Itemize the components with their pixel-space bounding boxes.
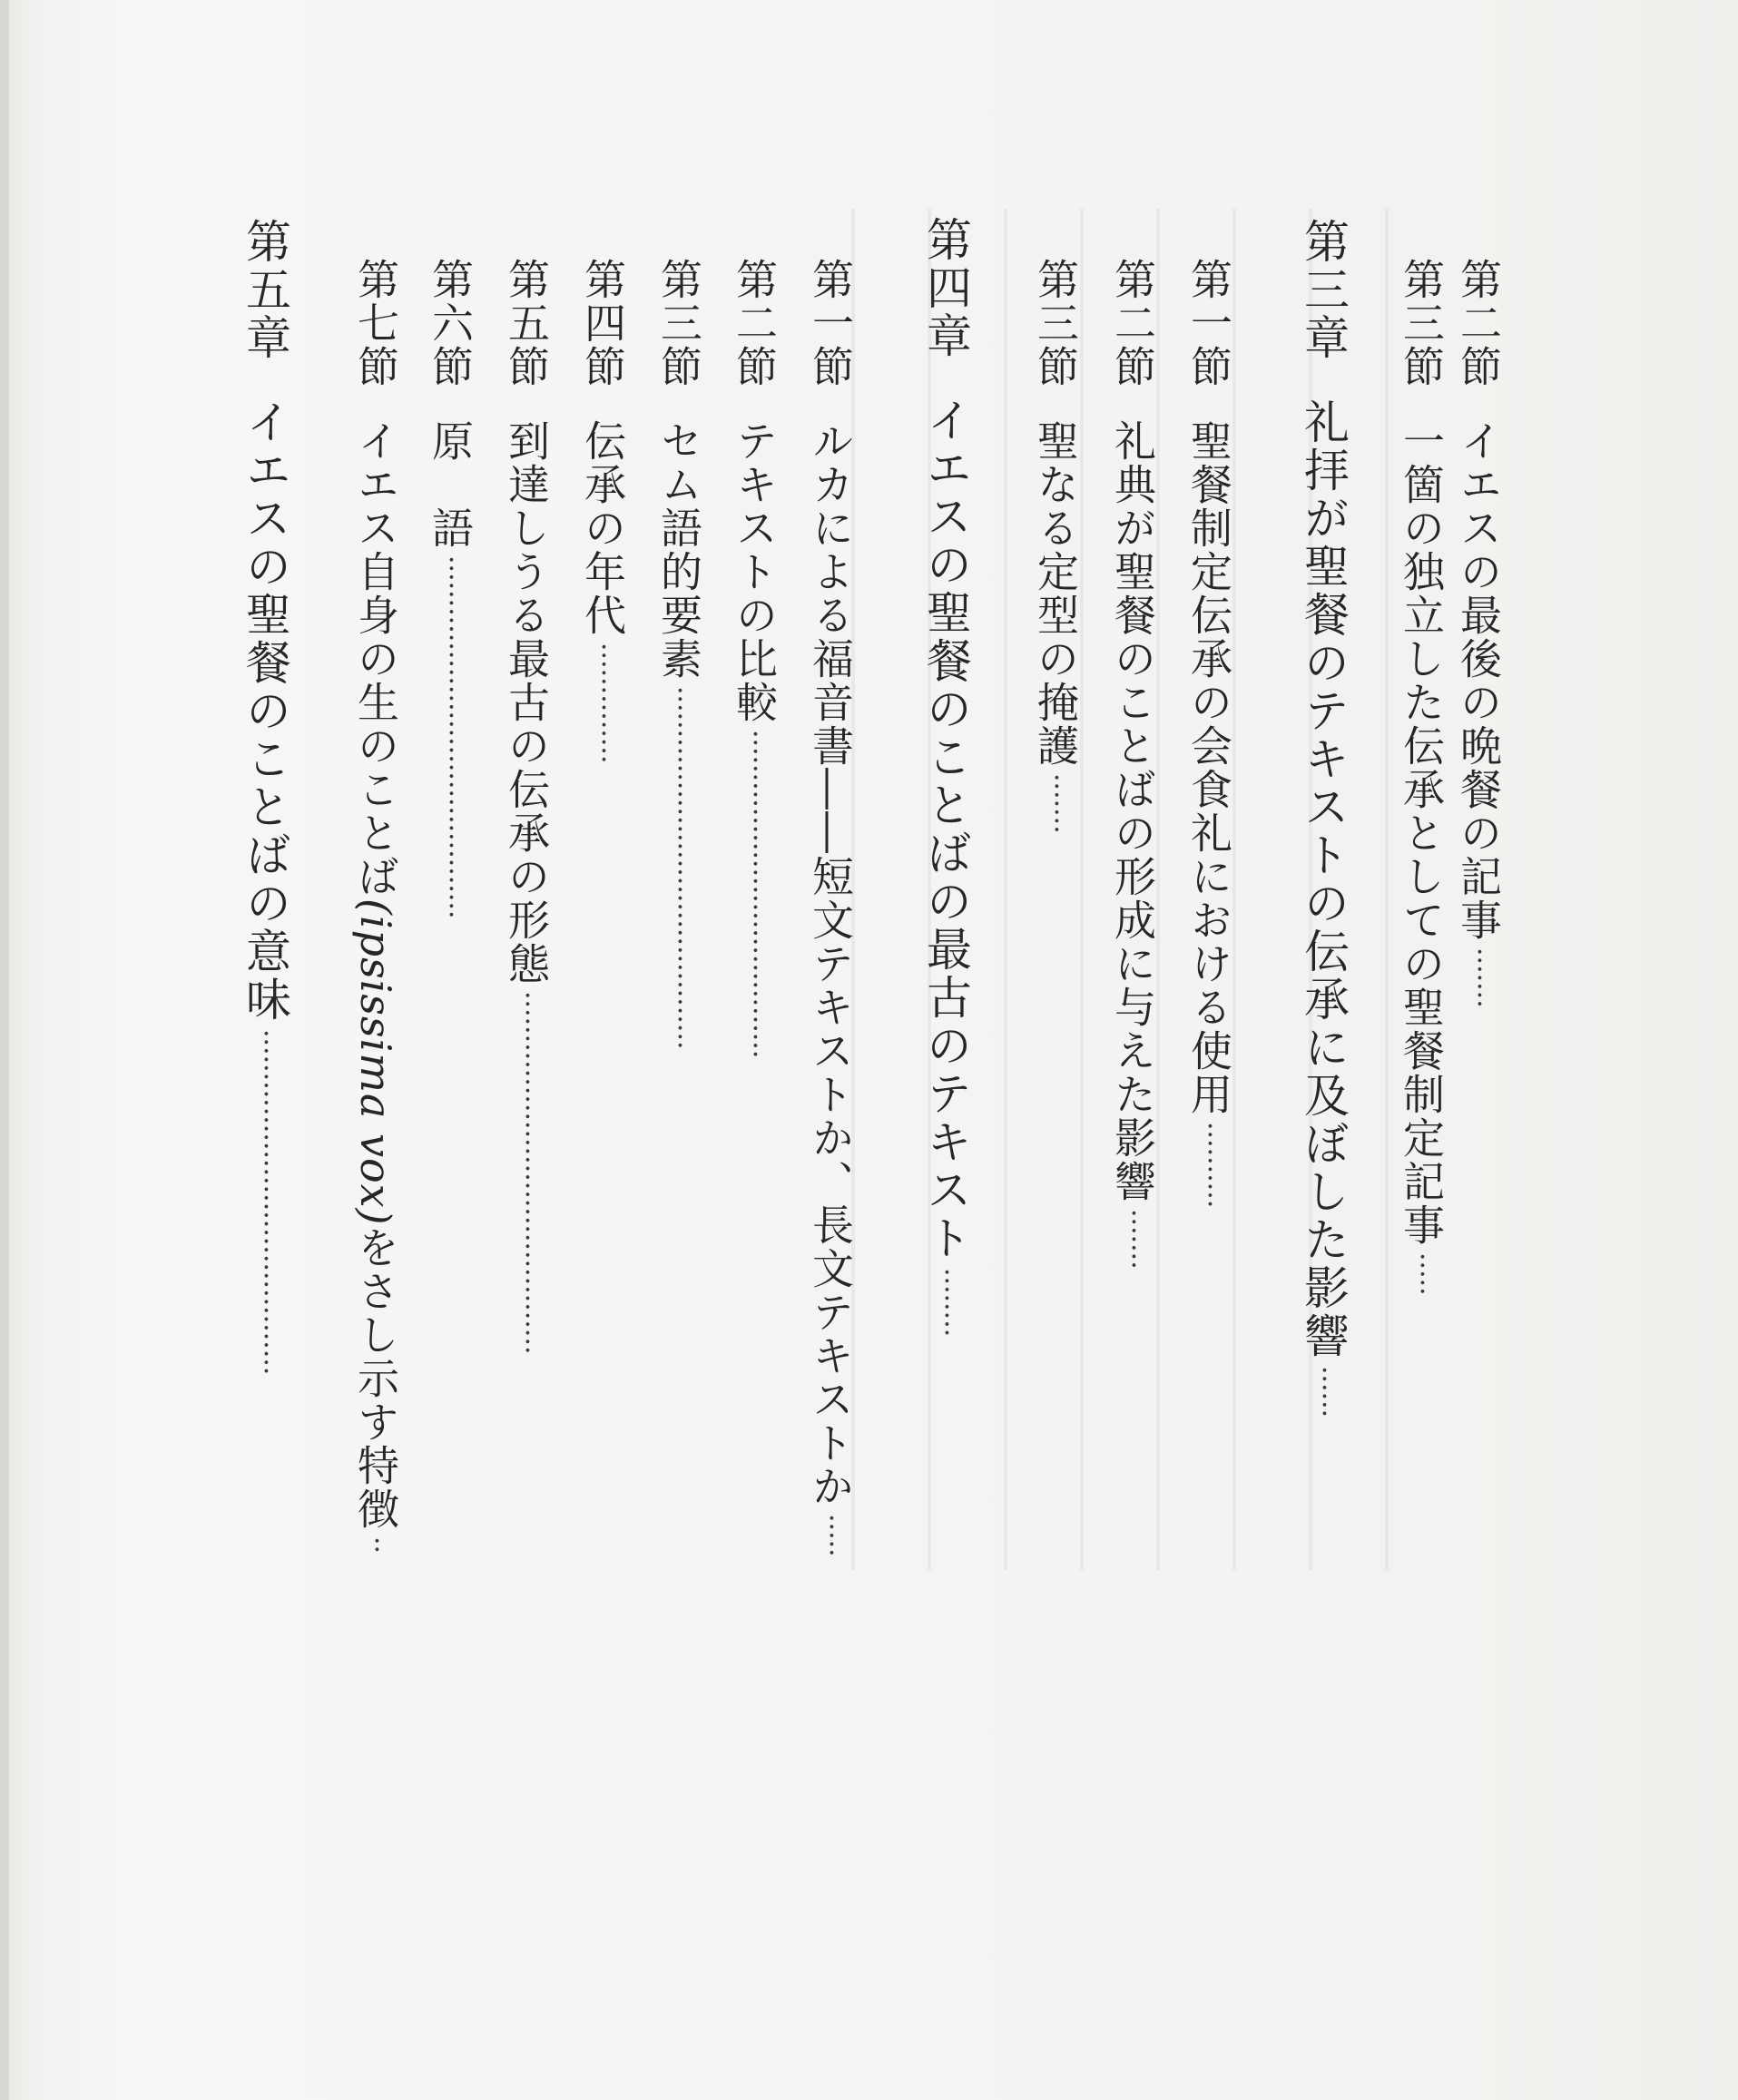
toc-entry (1455, 258, 1502, 1008)
leader-dots: ······· (1117, 1209, 1149, 1270)
section-title: 到達しうる最古の伝承の形態 (502, 419, 551, 986)
section-title: 聖餐制定伝承の会食礼における使用 (1184, 419, 1233, 1116)
leader-dots: ····· (1406, 1252, 1438, 1296)
toc-chapter-entry (240, 218, 290, 1375)
leader-dots: ······· (1040, 773, 1072, 834)
toc-entry (655, 258, 702, 1050)
leader-dots: ·········································· (663, 686, 695, 1050)
chapter-label: 第四章 (919, 216, 972, 360)
leader-dots: ········································ (250, 1029, 281, 1376)
leader-dots: ·············· (587, 643, 619, 764)
toc-entry (1032, 258, 1079, 834)
section-title: 一箇の独立した伝承としての聖餐制定記事 (1397, 419, 1446, 1247)
section-label: 第三節 (1397, 258, 1446, 388)
section-title: セム語的要素 (654, 419, 703, 681)
leader-dots: ·········· (1193, 1122, 1225, 1209)
section-label: 第七節 (351, 258, 400, 388)
section-label: 第四節 (578, 258, 627, 388)
section-title: 原 語 (426, 419, 475, 550)
toc-entry (1398, 258, 1445, 1296)
chapter-title: イエスの聖餐のことばの最古のテキスト (919, 397, 972, 1262)
section-title: テキストの比較 (730, 419, 779, 724)
section-label: 第三節 (654, 258, 703, 388)
section-title-latin: (ipsissima vox) (351, 898, 400, 1226)
leader-dots: ······· (1463, 947, 1495, 1008)
leader-dots: ·· (360, 1536, 392, 1554)
leader-dots: ······································ (739, 730, 771, 1059)
section-title: 伝承の年代 (578, 419, 627, 637)
leader-dots: ·········································· (511, 991, 543, 1355)
toc-entry (352, 258, 399, 1554)
toc-chapter-entry (920, 216, 971, 1337)
toc-entry (579, 258, 626, 764)
toc-entry (807, 258, 854, 1557)
section-title: 聖なる定型の掩護 (1031, 419, 1080, 768)
toc-entry (1109, 258, 1156, 1270)
chapter-title: 礼拝が聖餐のテキストの伝承に及ぼした影響 (1297, 398, 1350, 1360)
chapter-label: 第三章 (1297, 218, 1350, 362)
toc-entry (427, 258, 474, 919)
section-title-part: をさし示す特徴 (351, 1225, 400, 1531)
toc-entry (503, 258, 550, 1355)
section-title: イエスの最後の晩餐の記事 (1454, 419, 1503, 942)
section-title: ルカによる福音書――短文テキストか、長文テキストか (806, 419, 855, 1508)
section-label: 第一節 (1184, 258, 1233, 388)
section-title-part: イエス自身の生のことば (351, 419, 400, 898)
chapter-label: 第五章 (239, 218, 291, 362)
section-title: 礼典が聖餐のことばの形成に与えた影響 (1108, 419, 1157, 1203)
section-label: 第二節 (1108, 258, 1157, 388)
toc-entry (731, 258, 778, 1058)
section-label: 第五節 (502, 258, 551, 388)
section-label: 第六節 (426, 258, 475, 388)
leader-dots: ······ (1308, 1366, 1340, 1418)
section-label: 第三節 (1031, 258, 1080, 388)
section-label: 第二節 (1454, 258, 1503, 388)
leader-dots: ········ (930, 1268, 962, 1338)
chapter-title: イエスの聖餐のことばの意味 (239, 398, 291, 1024)
section-label: 第一節 (806, 258, 855, 388)
leader-dots: ·········································· (435, 555, 466, 919)
toc-entry (1185, 258, 1232, 1208)
toc-chapter-entry (1298, 218, 1349, 1418)
leader-dots: ····· (815, 1514, 847, 1557)
section-label: 第二節 (730, 258, 779, 388)
